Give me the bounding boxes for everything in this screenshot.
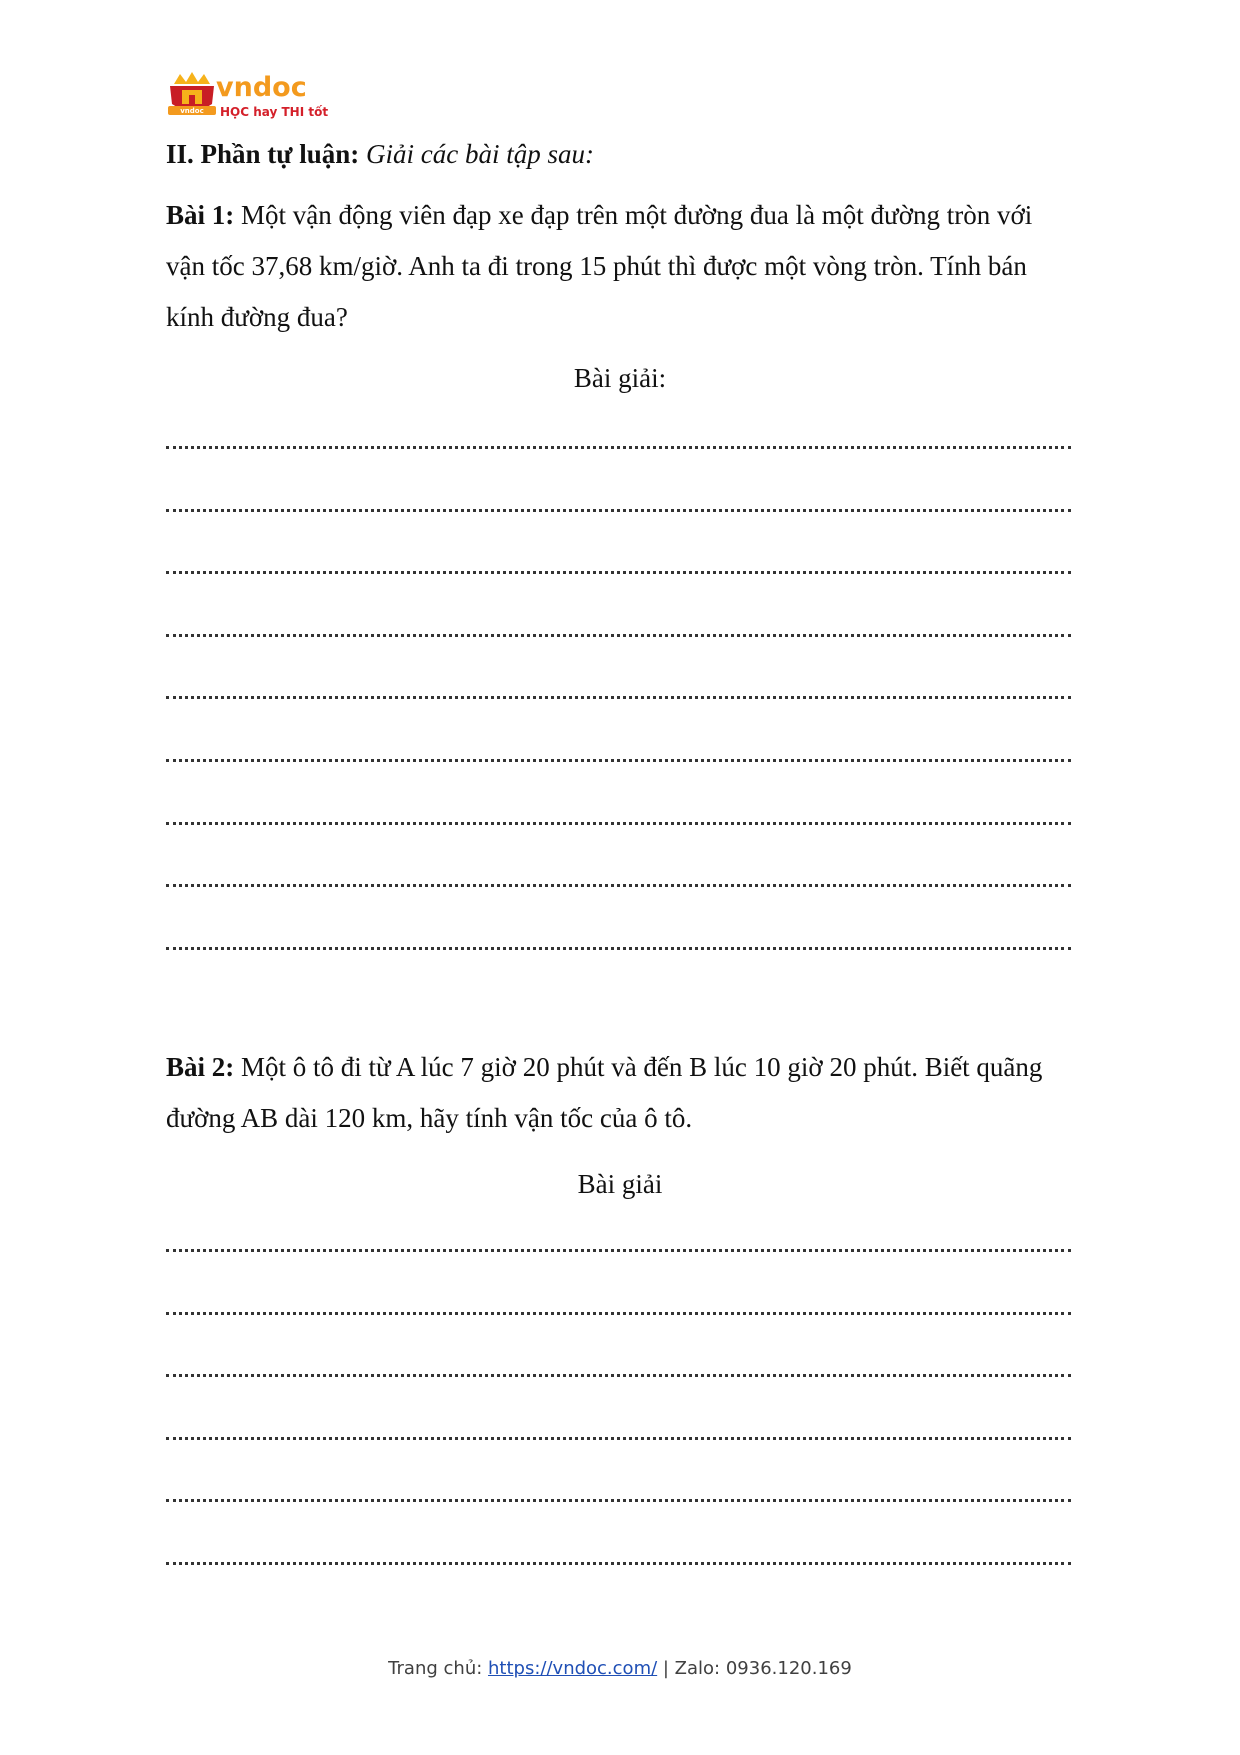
problem-1-answer-line [166, 696, 1071, 699]
problem-1-answer-line [166, 446, 1071, 449]
problem-1-answer-line [166, 571, 1071, 574]
problem-2-answer-line [166, 1249, 1071, 1252]
footer-homepage-link[interactable]: https://vndoc.com/ [488, 1658, 658, 1679]
problem-2-answer-line [166, 1499, 1071, 1502]
problem-2-answer-line [166, 1374, 1071, 1377]
problem-1-label: Bài 1: [166, 200, 235, 230]
logo-tagline-text: HỌC hay THI tốt [220, 105, 329, 119]
problem-2-label: Bài 2: [166, 1052, 235, 1082]
problem-1-answer-line [166, 822, 1071, 825]
problem-1-answer-line [166, 759, 1071, 762]
page-footer [0, 1658, 1240, 1679]
problem-1-answer-line [166, 509, 1071, 512]
section-subtitle: Giải các bài tập sau: [366, 139, 594, 169]
problem-1-text: Một vận động viên đạp xe đạp trên một đường đua là một đường tròn với vận tốc 37,68 km/giờ. Anh ta đi trong 15 phút thì được một vòng tròn. Tính bán kính đường đua? [166, 200, 1033, 332]
problem-2-text: Một ô tô đi từ A lúc 7 giờ 20 phút và đến B lúc 10 giờ 20 phút. Biết quãng đường AB dài 120 km, hãy tính vận tốc của ô tô. [166, 1052, 1043, 1133]
problem-1-answer-line [166, 634, 1071, 637]
problem-1 [166, 190, 1076, 343]
section-title [166, 136, 594, 172]
problem-2-answer-line [166, 1437, 1071, 1440]
problem-1-solution-heading: Bài giải: [573, 363, 667, 393]
logo-ribbon-text: vndoc [180, 107, 204, 115]
vndoc-logo [166, 70, 329, 122]
problem-2-answer-line [166, 1562, 1071, 1565]
vndoc-logo-icon [166, 70, 329, 122]
footer-prefix: Trang chủ: [388, 1658, 489, 1679]
logo-brand-text: vndoc [216, 72, 307, 103]
problem-2-answer-line [166, 1312, 1071, 1315]
problem-2-solution-heading: Bài giải [577, 1169, 663, 1199]
problem-1-answer-line [166, 884, 1071, 887]
footer-suffix: | Zalo: 0936.120.169 [657, 1658, 852, 1679]
problem-1-answer-line [166, 947, 1071, 950]
section-lead: II. Phần tự luận: [166, 139, 360, 169]
problem-2 [166, 1042, 1076, 1144]
